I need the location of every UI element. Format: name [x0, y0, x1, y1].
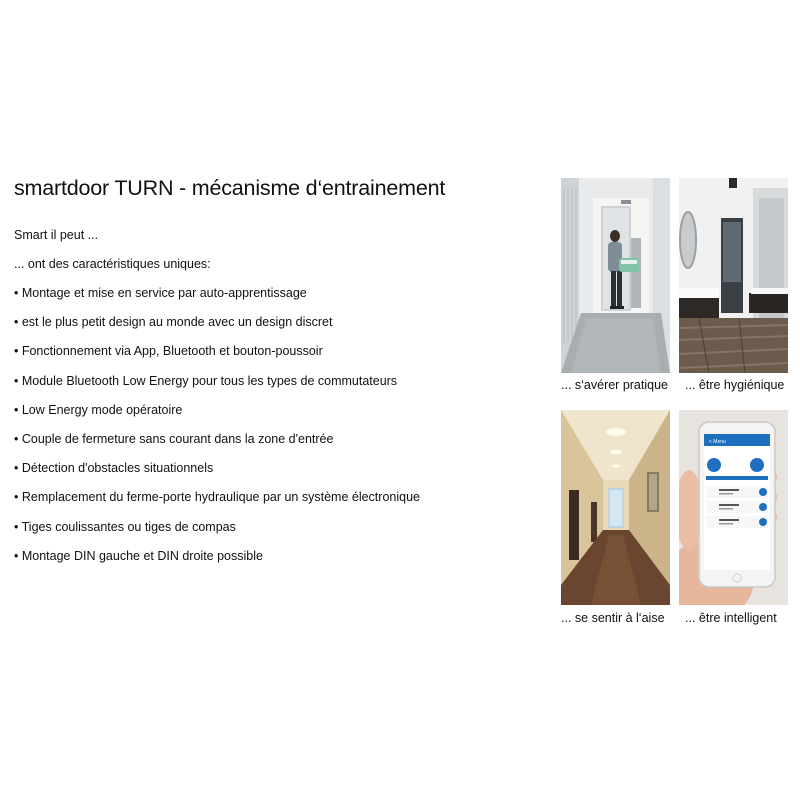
feature-item: • Low Energy mode opératoire	[14, 402, 183, 417]
feature-item: • Montage DIN gauche et DIN droite possible	[14, 548, 263, 563]
tile-caption: ... s‘avérer pratique	[561, 378, 668, 392]
tile-caption: ... être hygiénique	[685, 378, 785, 392]
svg-text:< Menu: < Menu	[709, 439, 726, 445]
feature-item: • Remplacement du ferme-porte hydraulique par un système électronique	[14, 490, 420, 505]
page-title: smartdoor TURN - mécanisme d‘entrainement	[14, 176, 446, 200]
feature-item: • Tiges coulissantes ou tiges de compas	[14, 519, 236, 534]
hallway-photo	[561, 410, 670, 605]
feature-item: • Module Bluetooth Low Energy pour tous les types de commutateurs	[14, 373, 398, 388]
tile-caption: ... être intelligent	[685, 611, 777, 625]
feature-item: • Montage et mise en service par auto-apprentissage	[14, 286, 307, 300]
feature-item: • est le plus petit design au monde avec un design discret	[14, 315, 333, 330]
feature-item: • Détection d'obstacles situationnels	[14, 461, 214, 476]
bathroom-photo	[679, 178, 788, 373]
tile-caption: ... se sentir à l‘aise	[561, 611, 665, 625]
office-door-photo	[561, 178, 670, 373]
feature-item: • Couple de fermeture sans courant dans la zone d'entrée	[14, 431, 334, 446]
feature-item: • Fonctionnement via App, Bluetooth et bouton-poussoir	[14, 344, 323, 359]
smartphone-app-photo	[679, 410, 788, 605]
intro-line: ... ont des caractéristiques uniques:	[14, 257, 211, 271]
feature-list	[14, 286, 420, 578]
intro-line: Smart il peut ...	[14, 228, 99, 242]
